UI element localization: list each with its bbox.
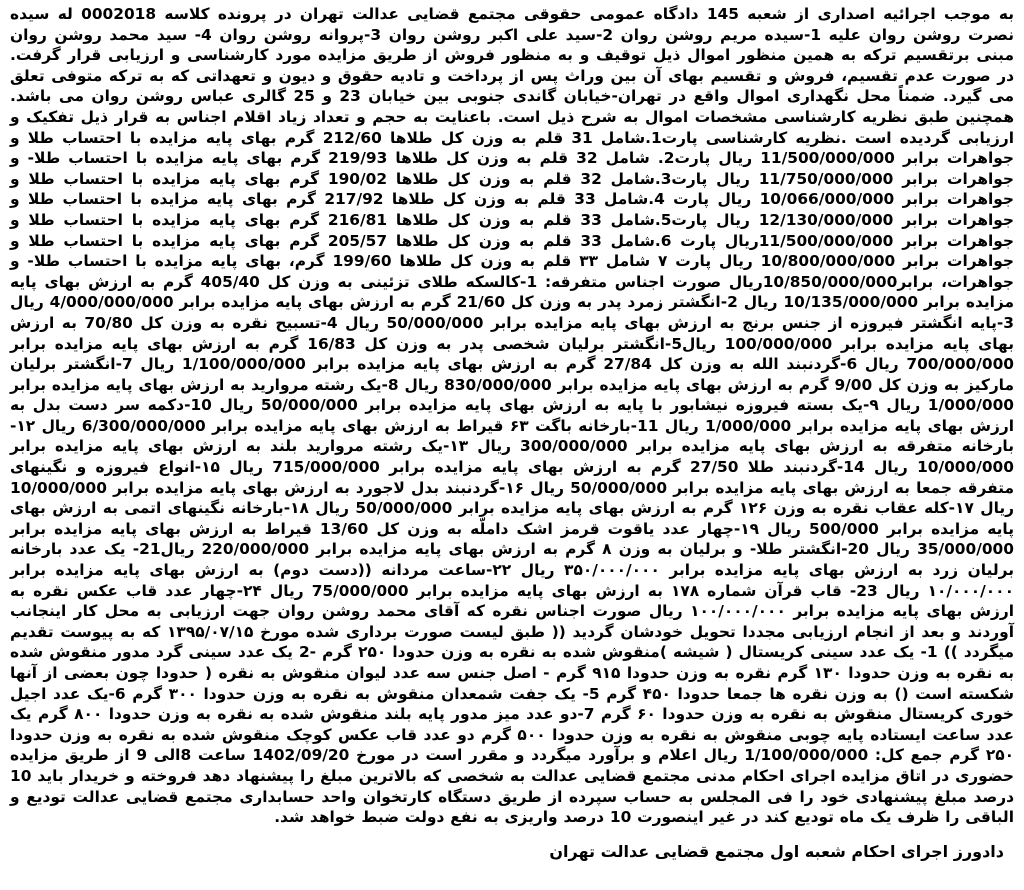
notice-body-text: به موجب اجرائیه اصداری از شعبه 145 دادگاه عمومی حقوقی مجتمع قضایی عدالت تهران در پرونده کلاسه 0002018 له سیده نصرت روشن روان علیه 1-سیده مریم روشن روان 2-سید علی اکبر روشن روان 3-پروانه روشن روان 4- سید محمد روشن روان مبنی برتقسیم ترکه به همین منظور اموال ذیل توقیف و به منظور فروش از طریق مزایده مورد کارشناسی و ارزیابی قرار گرفت. در صورت عدم تقسیم، فروش و تقسیم بهای آن بین وراث پس از پرداخت و تادیه حقوق و دیون و تعهداتی که به ترکه متوفی تعلق می گیرد. ضمناً محل نگهداری اموال واقع در تهران-خیابان گاندی جنوبی بین خیابان 23 و 25 گالری عباس روشن روان می باشد. همچنین طبق نظریه کارشناسی مشخصات اموال به شرح ذیل است. باعنایت به حجم و تعداد زیاد اقلام اجناس به قرار ذیل تفکیک و ارزیابی گردیده است .نظریه کارشناسی پارت1.شامل 31 قلم به وزن کل طلاها 212/60 گرم بهای پایه مزایده با احتساب طلا و جواهرات برابر 11/500/000/000 ریال پارت2. شامل 32 قلم به وزن کل طلاها 219/93 گرم بهای پایه مزایده با احتساب طلا- و جواهرات برابر 11/750/000/000 ریال پارت3.شامل 32 قلم به وزن کل طلاها 190/02 گرم بهای پایه مزایده با احتساب طلا و جواهرات برابر 10/066/000/000 ریال پارت 4.شامل 33 قلم به وزن کل طلاها 217/92 گرم بهای پایه مزایده با احتساب طلا و جواهرات برابر 12/130/000/000 ریال پارت5.شامل 33 قلم به وزن کل طلاها 216/81 گرم بهای پایه مزایده با احتساب طلا و جواهرات برابر 11/500/000/000ریال پارت 6.شامل 33 قلم به وزن کل طلاها 205/57 گرم بهای پایه مزایده با احتساب طلا و جواهرات برابر 10/800/000/000 ریال پارت ۷ شامل ۳۳ قلم به وزن کل طلاها 199/60 گرم، بهای پایه مزایده با احتساب طلا- و جواهرات، برابر10/850/000/000ریال صورت اجناس متفرقه: 1-کالسکه طلای تزئینی به وزن کل 405/40 گرم به ارزش بهای پایه مزایده برابر 10/135/000/000 ریال 2-انگشتر زمرد پدر به وزن کل 21/60 گرم به ارزش بهای پایه مزایده برابر 4/000/000/000 ریال 3-پایه انگشتر فیروزه از جنس برنج به ارزش بهای پایه مزایده برابر 50/000/000 ریال 4-تسبیح نقره به وزن کل 70/80 به ارزش بهای پایه مزایده برابر 100/000/000 ریال5-انگشتر برلیان شخصی پدر به وزن کل 16/83 گرم به ارزش بهای پایه مزایده برابر 700/000/000 ریال 6-گردنبند الله به وزن کل 27/84 گرم به ارزش بهای پایه مزایده برابر 1/100/000/000 ریال 7-انگشتر برلیان مارکیز به وزن کل 9/00 گرم به ارزش بهای پایه مزایده برابر 830/000/000 ریال 8-یک رشته مروارید به ارزش بهای پایه مزایده برابر 1/000/000 ریال ۹-یک بسته فیروزه نیشابور با پایه به ارزش بهای پایه مزایده برابر 50/000/000 ریال 10-دکمه سر دست بدل به ارزش بهای پایه مزایده برابر 1/000/000 ریال 11-بارخانه باگت ۶۳ قیراط به ارزش بهای پایه مزایده برابر 6/300/000/000 ریال ۱۲-بارخانه متفرقه به ارزش بهای پایه مزایده برابر 300/000/000 ریال ۱۳-یک رشته مروارید بلند به ارزش بهای پایه مزایده برابر 10/000/000 ریال 14-گردنبند طلا 27/50 گرم به ارزش بهای پایه مزایده برابر 715/000/000 ریال ۱۵-انواع فیروزه و نگینهای متفرقه جمعا به ارزش بهای پایه مزایده برابر 50/000/000 ریال ۱۶-گردنبند بدل لاجورد به ارزش بهای پایه مزایده برابر 10/000/000 ریال ۱۷-کله عقاب نقره به وزن ۱۲۶ گرم به ارزش بهای پایه مزایده برابر 50/000/000 ریال ۱۸-بارخانه نگینهای اتمی به ارزش بهای پایه مزایده برابر 500/000 ریال ۱۹-چهار عدد یاقوت قرمز اشک داملّه به وزن کل 13/60 قیراط به ارزش بهای پایه مزایده برابر 35/000/000 ریال 20-انگشتر طلا- و برلیان به وزن ۸ گرم به ارزش بهای پایه مزایده برابر 220/000/000 ریال21- یک عدد بارخانه برلیان زرد به ارزش بهای پایه مزایده برابر ۳۵۰/۰۰۰/۰۰۰ ریال ۲۲-ساعت مردانه ((دست دوم) به ارزش بهای پایه مزایده برابر ۱۰/۰۰۰/۰۰۰ ریال 23- قاب قرآن شماره ۱۷۸ به ارزش بهای پایه مزایده برابر 75/000/000 ریال ۲۴-چهار عدد قاب عکس نقره به ارزش بهای پایه مزایده برابر ۱۰۰/۰۰۰/۰۰۰ ریال صورت اجناس نقره که آقای محمد روشن روان جهت ارزیابی به محل کار اینجانب آوردند و بعد از انجام ارزیابی مجددا تحویل خودشان گردید (( طبق لیست صورت برداری شده مورخ ۱۳۹۵/۰۷/۱۵ که به پیوست تقدیم میگردد )) 1- یک عدد سینی کریستال ( شیشه )منقوش شده به نقره به وزن حدودا ۲۵۰ گرم -2 یک عدد سینی گرد مدور منقوش شده به نقره به وزن حدودا ۱۳۰ گرم نقره به وزن حدودا ۹۱۵ گرم - اصل جنس سه عدد لیوان منقوش به نقره ( حدودا چون بعضی از آنها شکسته است () به وزن نقره ها جمعا حدودا ۴۵۰ گرم 5- یک جفت شمعدان منقوش به نقره به وزن حدودا ۳۰۰ گرم 6-یک عدد اجیل خوری کریستال منقوش به نقره به وزن حدودا ۶۰ گرم 7-دو عدد میز مدور پایه بلند منقوش شده به نقره به وزن حدودا ۸۰۰ گرم یک عدد ساعت ایستاده پایه چوبی منقوش به نقره به وزن حدودا ۵۰۰ گرم دو عدد قاب عکس کوچک منقوش شده به نقره به وزن حدودا ۲۵۰ گرم جمع کل: 1/100/000/000 ریال اعلام و برآورد میگردد و مقرر است در مورخ 1402/09/20 ساعت 8الی 9 از طریق مزایده حضوری در اتاق مزایده اجرای احکام مدنی مجتمع قضایی عدالت به شخصی که بالاترین مبلغ را پیشنهاد دهد فروخته و خریدار باید 10 درصد مبلغ پیشنهادی خود را فی المجلس به حساب سپرده از طریق دستگاه کارتخوان واحد حسابداری مجتمع قضایی عدالت تودیع و الباقی را ظرف یک ماه تودیع کند در غیر اینصورت 10 درصد واریزی به نفع دولت ضبط خواهد شد. <box>10 5 1015 827</box>
notice-signature: دادورز اجرای احکام شعبه اول مجتمع قضایی عدالت تهران <box>549 841 1004 861</box>
